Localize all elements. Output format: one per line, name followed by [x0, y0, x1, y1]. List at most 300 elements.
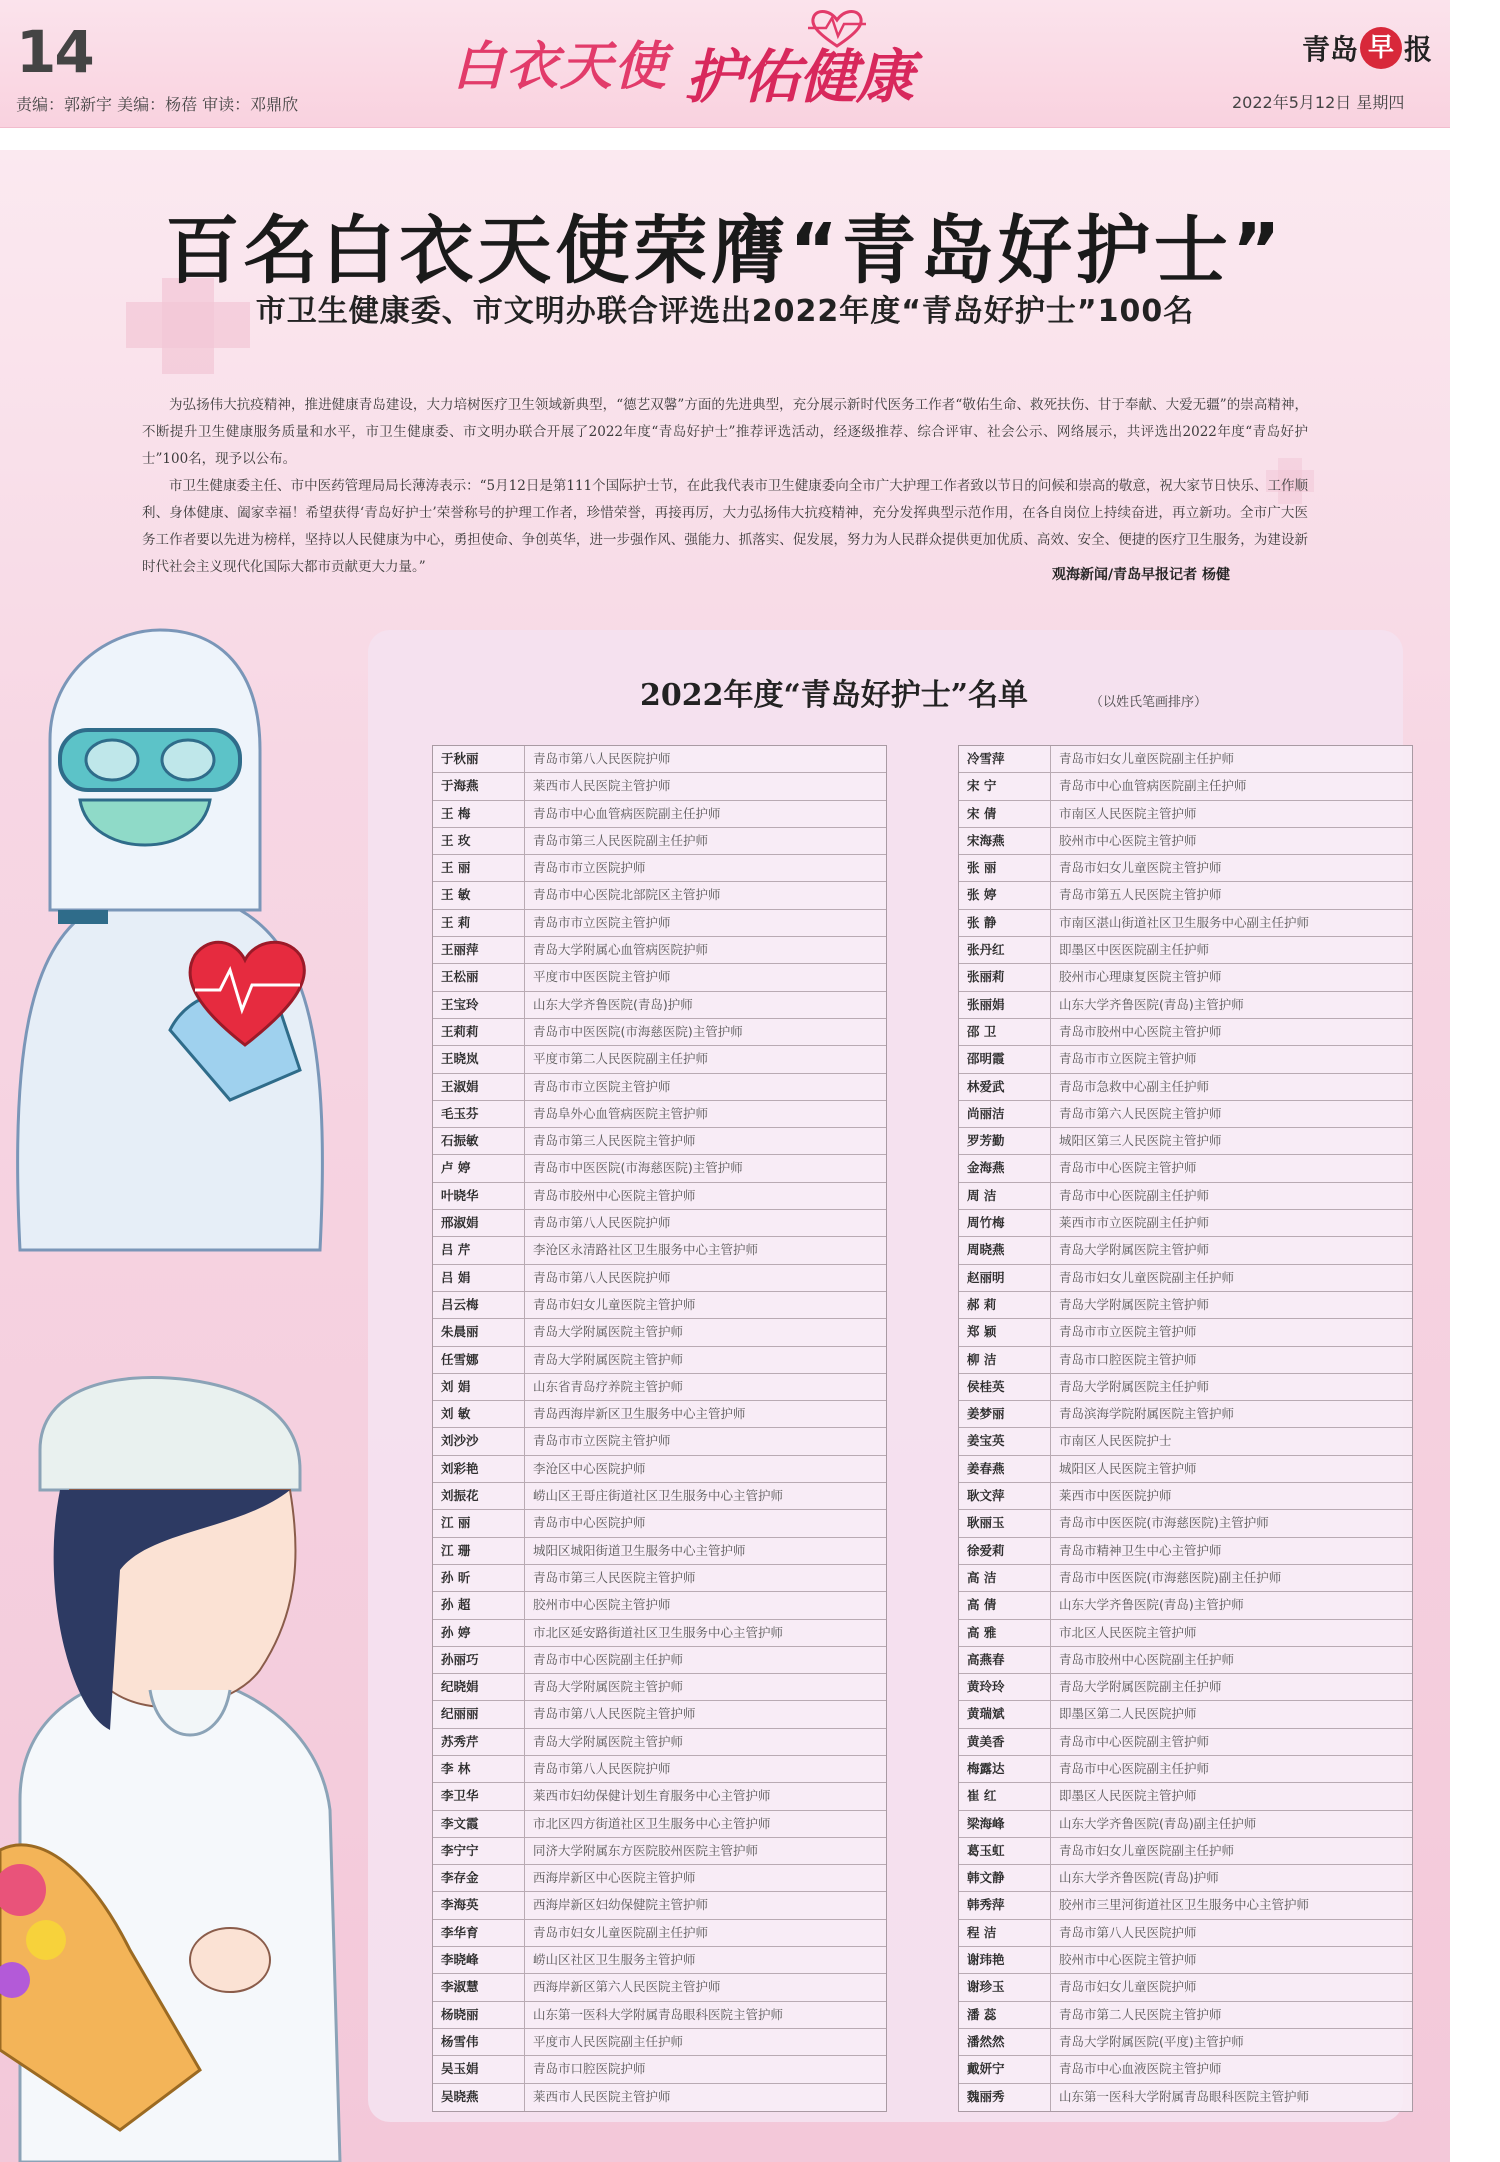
honoree-unit: 市南区人民医院护士 — [1059, 1433, 1172, 1449]
table-row — [433, 1483, 886, 1510]
table-row — [433, 1155, 886, 1182]
table-row — [433, 2056, 886, 2083]
honoree-name: 高燕春 — [959, 1647, 1051, 1673]
honoree-name: 黄瑞斌 — [959, 1701, 1051, 1727]
table-row — [959, 1538, 1412, 1565]
table-row — [433, 1456, 886, 1483]
honoree-unit: 崂山区社区卫生服务主管护师 — [533, 1952, 696, 1968]
table-row — [433, 1401, 886, 1428]
honoree-name: 林爱武 — [959, 1074, 1051, 1100]
honoree-name: 孙 超 — [433, 1592, 525, 1618]
table-row — [959, 1374, 1412, 1401]
honoree-name: 周 洁 — [959, 1183, 1051, 1209]
page-number: 14 — [16, 18, 93, 86]
honoree-unit: 青岛市第三人民医院副主任护师 — [533, 832, 709, 848]
honoree-name: 王松丽 — [433, 964, 525, 990]
honoree-name: 王淑娟 — [433, 1074, 525, 1100]
table-row — [959, 1101, 1412, 1128]
table-row — [959, 1183, 1412, 1210]
honoree-name: 王 莉 — [433, 910, 525, 936]
honoree-name: 张丹红 — [959, 937, 1051, 963]
table-row — [959, 1456, 1412, 1483]
honoree-unit: 青岛西海岸新区卫生服务中心主管护师 — [533, 1406, 746, 1422]
honoree-unit: 胶州市中心医院主管护师 — [1059, 1952, 1197, 1968]
honoree-unit: 青岛市第六人民医院主管护师 — [1059, 1105, 1222, 1121]
honoree-unit: 青岛市中心医院主管护师 — [1059, 1160, 1197, 1176]
table-row — [433, 1592, 886, 1619]
honoree-name: 王莉莉 — [433, 1019, 525, 1045]
honoree-unit: 青岛市第八人民医院主管护师 — [533, 1706, 696, 1722]
table-row — [959, 1701, 1412, 1728]
honoree-unit: 青岛市妇女儿童医院副主任护师 — [1059, 1842, 1235, 1858]
honoree-name: 张丽娟 — [959, 992, 1051, 1018]
honoree-unit: 山东第一医科大学附属青岛眼科医院主管护师 — [1059, 2088, 1310, 2104]
honoree-name: 张 静 — [959, 910, 1051, 936]
table-row — [433, 1620, 886, 1647]
table-row — [433, 1947, 886, 1974]
honoree-unit: 青岛市市立医院主管护师 — [533, 1433, 671, 1449]
table-row — [433, 1374, 886, 1401]
honoree-name: 苏秀芹 — [433, 1729, 525, 1755]
honoree-name: 王 玫 — [433, 828, 525, 854]
honoree-name: 王晓岚 — [433, 1046, 525, 1072]
table-row — [433, 1920, 886, 1947]
honoree-name: 罗芳勤 — [959, 1128, 1051, 1154]
table-row — [959, 1237, 1412, 1264]
honoree-unit: 西海岸新区中心医院主管护师 — [533, 1870, 696, 1886]
honoree-unit: 青岛大学附属医院主管护师 — [1059, 1242, 1210, 1258]
honoree-name: 郝 莉 — [959, 1292, 1051, 1318]
honoree-unit: 青岛市中心医院副主任护师 — [533, 1651, 684, 1667]
honoree-name: 姜春燕 — [959, 1456, 1051, 1482]
honoree-unit: 莱西市人民医院主管护师 — [533, 2088, 671, 2104]
honoree-unit: 崂山区王哥庄街道社区卫生服务中心主管护师 — [533, 1488, 784, 1504]
honoree-name: 纪晓娟 — [433, 1674, 525, 1700]
honoree-name: 郑 颖 — [959, 1319, 1051, 1345]
honoree-unit: 即墨区第二人民医院护师 — [1059, 1706, 1197, 1722]
honoree-name: 尚丽洁 — [959, 1101, 1051, 1127]
table-row — [433, 1046, 886, 1073]
table-row — [959, 773, 1412, 800]
honoree-unit: 青岛市妇女儿童医院副主任护师 — [533, 1924, 709, 1940]
honoree-unit: 青岛市市立医院主管护师 — [1059, 1324, 1197, 1340]
table-row — [433, 1019, 886, 1046]
banner-title-left: 白衣天使 — [452, 36, 669, 97]
table-row — [433, 1701, 886, 1728]
honoree-unit: 即墨区中医医院副主任护师 — [1059, 942, 1210, 958]
honoree-name: 吕 芹 — [433, 1237, 525, 1263]
table-row — [959, 1811, 1412, 1838]
table-row — [433, 1428, 886, 1455]
honoree-name: 李存金 — [433, 1865, 525, 1891]
table-row — [433, 1565, 886, 1592]
honoree-unit: 平度市中医医院主管护师 — [533, 969, 671, 985]
honoree-unit: 青岛市中心医院副主任护师 — [1059, 1187, 1210, 1203]
honoree-unit: 青岛大学附属医院主管护师 — [533, 1679, 684, 1695]
table-row — [959, 1046, 1412, 1073]
honoree-unit: 青岛市第八人民医院护师 — [1059, 1924, 1197, 1940]
honoree-unit: 青岛市口腔医院主管护师 — [1059, 1351, 1197, 1367]
table-row — [959, 1483, 1412, 1510]
honoree-unit: 青岛市中心医院副主任护师 — [1059, 1760, 1210, 1776]
honoree-name: 刘振花 — [433, 1483, 525, 1509]
honoree-name: 潘 蕊 — [959, 2002, 1051, 2028]
intro-article — [142, 392, 1308, 581]
honoree-unit: 青岛市第三人民医院主管护师 — [533, 1569, 696, 1585]
headline: 百名白衣天使荣膺“青岛好护士” — [165, 208, 1285, 294]
table-row — [959, 1565, 1412, 1592]
table-row — [433, 910, 886, 937]
honoree-unit: 城阳区城阳街道卫生服务中心主管护师 — [533, 1542, 746, 1558]
table-row — [959, 1428, 1412, 1455]
table-row — [959, 1947, 1412, 1974]
honoree-name: 毛玉芬 — [433, 1101, 525, 1127]
table-row — [959, 1647, 1412, 1674]
honoree-list-card — [368, 630, 1403, 2122]
honoree-name: 王丽萍 — [433, 937, 525, 963]
honoree-name: 刘沙沙 — [433, 1428, 525, 1454]
honoree-name: 吕云梅 — [433, 1292, 525, 1318]
honoree-unit: 山东大学齐鲁医院(青岛)护师 — [1059, 1870, 1219, 1886]
table-row — [433, 773, 886, 800]
subheadline: 市卫生健康委、市文明办联合评选出2022年度“青岛好护士”100名 — [255, 294, 1195, 329]
honoree-name: 耿丽玉 — [959, 1510, 1051, 1536]
honoree-name: 黄美香 — [959, 1729, 1051, 1755]
honoree-unit: 西海岸新区妇幼保健院主管护师 — [533, 1897, 709, 1913]
honoree-name: 赵丽明 — [959, 1265, 1051, 1291]
table-row — [433, 1783, 886, 1810]
logo-text-right: 报 — [1404, 33, 1433, 66]
honoree-unit: 山东大学齐鲁医院(青岛)主管护师 — [1059, 996, 1244, 1012]
table-row — [433, 1974, 886, 2001]
honoree-name: 高 倩 — [959, 1592, 1051, 1618]
honoree-unit: 青岛市中医医院(市海慈医院)副主任护师 — [1059, 1569, 1282, 1585]
honoree-unit: 青岛市市立医院主管护师 — [533, 914, 671, 930]
honoree-unit: 青岛市胶州中心医院主管护师 — [1059, 1023, 1222, 1039]
honoree-unit: 平度市第二人民医院副主任护师 — [533, 1051, 709, 1067]
honoree-unit: 胶州市心理康复医院主管护师 — [1059, 969, 1222, 985]
honoree-name: 金海燕 — [959, 1155, 1051, 1181]
honoree-name: 宋 倩 — [959, 801, 1051, 827]
table-row — [959, 1510, 1412, 1537]
honoree-unit: 青岛市第八人民医院护师 — [533, 1760, 671, 1776]
honoree-unit: 即墨区人民医院主管护师 — [1059, 1788, 1197, 1804]
honoree-name: 邵明霞 — [959, 1046, 1051, 1072]
honoree-name: 杨晓丽 — [433, 2002, 525, 2028]
table-row — [959, 1756, 1412, 1783]
honoree-name: 张 丽 — [959, 855, 1051, 881]
page-header — [0, 0, 1450, 128]
honoree-name: 宋海燕 — [959, 828, 1051, 854]
honoree-name: 潘然然 — [959, 2029, 1051, 2055]
honoree-unit: 青岛市第二人民医院主管护师 — [1059, 2006, 1222, 2022]
honoree-name: 孙 婷 — [433, 1620, 525, 1646]
table-row — [959, 2084, 1412, 2111]
honoree-name: 王 丽 — [433, 855, 525, 881]
table-row — [433, 1647, 886, 1674]
table-row — [959, 1974, 1412, 2001]
table-row — [433, 964, 886, 991]
table-row — [433, 2002, 886, 2029]
table-row — [433, 2029, 886, 2056]
honoree-name: 李 林 — [433, 1756, 525, 1782]
honoree-name: 纪丽丽 — [433, 1701, 525, 1727]
honoree-unit: 李沧区中心医院护师 — [533, 1460, 646, 1476]
honoree-unit: 青岛市急救中心副主任护师 — [1059, 1078, 1210, 1094]
table-row — [433, 1347, 886, 1374]
table-row — [959, 1674, 1412, 1701]
honoree-name: 李宁宁 — [433, 1838, 525, 1864]
table-row — [959, 855, 1412, 882]
honoree-name: 梁海峰 — [959, 1811, 1051, 1837]
table-row — [959, 1620, 1412, 1647]
honoree-unit: 青岛市妇女儿童医院护师 — [1059, 1979, 1197, 1995]
honoree-name: 于海燕 — [433, 773, 525, 799]
honoree-name: 吴玉娟 — [433, 2056, 525, 2082]
table-row — [433, 828, 886, 855]
table-row — [959, 801, 1412, 828]
newspaper-logo — [1302, 22, 1432, 74]
honoree-name: 李晓峰 — [433, 1947, 525, 1973]
honoree-unit: 山东大学齐鲁医院(青岛)护师 — [533, 996, 693, 1012]
honoree-unit: 市南区湛山街道社区卫生服务中心副主任护师 — [1059, 914, 1310, 930]
logo-seal: 早 — [1360, 27, 1402, 69]
honoree-name: 张 婷 — [959, 882, 1051, 908]
table-row — [433, 1865, 886, 1892]
honoree-unit: 青岛阜外心血管病医院主管护师 — [533, 1105, 709, 1121]
honoree-name: 任雪娜 — [433, 1347, 525, 1373]
honoree-unit: 山东大学齐鲁医院(青岛)副主任护师 — [1059, 1815, 1257, 1831]
honoree-unit: 李沧区永清路社区卫生服务中心主管护师 — [533, 1242, 759, 1258]
honoree-unit: 青岛市第八人民医院护师 — [533, 1269, 671, 1285]
honoree-unit: 市北区人民医院主管护师 — [1059, 1624, 1197, 1640]
honoree-unit: 青岛市中心血液医院主管护师 — [1059, 2061, 1222, 2077]
table-row — [959, 1319, 1412, 1346]
honoree-unit: 青岛市中心血管病医院副主任护师 — [533, 805, 721, 821]
table-row — [959, 1892, 1412, 1919]
honoree-unit: 青岛市妇女儿童医院副主任护师 — [1059, 1269, 1235, 1285]
table-row — [959, 1347, 1412, 1374]
table-row — [433, 1265, 886, 1292]
honoree-unit: 青岛市精神卫生中心主管护师 — [1059, 1542, 1222, 1558]
honoree-name: 刘 敏 — [433, 1401, 525, 1427]
honoree-name: 江 丽 — [433, 1510, 525, 1536]
honoree-name: 周晓燕 — [959, 1237, 1051, 1263]
honoree-unit: 青岛市胶州中心医院主管护师 — [533, 1187, 696, 1203]
honoree-unit: 青岛大学附属医院主管护师 — [1059, 1296, 1210, 1312]
banner-title-right: 护佑健康 — [685, 43, 914, 111]
honoree-unit: 胶州市三里河街道社区卫生服务中心主管护师 — [1059, 1897, 1310, 1913]
honoree-unit: 城阳区第三人民医院主管护师 — [1059, 1133, 1222, 1149]
honoree-name: 高 洁 — [959, 1565, 1051, 1591]
table-row — [959, 1783, 1412, 1810]
honoree-unit: 青岛市口腔医院护师 — [533, 2061, 646, 2077]
table-row — [433, 1237, 886, 1264]
honoree-unit: 青岛大学附属医院主管护师 — [533, 1733, 684, 1749]
byline: 观海新闻/青岛早报记者 杨健 — [1052, 567, 1230, 583]
honoree-name: 王宝玲 — [433, 992, 525, 1018]
honoree-unit: 青岛市中医医院(市海慈医院)主管护师 — [1059, 1515, 1269, 1531]
honoree-unit: 青岛大学附属医院副主任护师 — [1059, 1679, 1222, 1695]
heart-icon — [806, 6, 868, 50]
honoree-name: 叶晓华 — [433, 1183, 525, 1209]
honoree-name: 戴妍宁 — [959, 2056, 1051, 2082]
honoree-unit: 青岛市市立医院主管护师 — [1059, 1051, 1197, 1067]
honoree-name: 刘 娟 — [433, 1374, 525, 1400]
table-row — [433, 1210, 886, 1237]
intro-paragraph: 市卫生健康委主任、市中医药管理局局长薄涛表示：“5月12日是第111个国际护士节，在此我代表市卫生健康委向全市广大护理工作者致以节日的问候和崇高的敬意，祝大家节日快乐、工作顺利、身体健康、阖家幸福！希望获得‘青岛好护士’荣誉称号的护理工作者，珍惜荣誉，再接再厉，大力弘扬伟大抗疫精神，充分发挥典型示范作用，在各自岗位上持续奋进，再立新功。全市广大医务工作者要以先进为榜样，坚持以人民健康为中心，勇担使命、争创英华，进一步强作风、强能力、抓落实、促发展，努力为人民群众提供更加优质、高效、安全、便捷的医疗卫生服务，为建设新时代社会主义现代化国际大都市贡献更大力量。” — [142, 478, 1308, 575]
honoree-unit: 青岛大学附属医院(平度)主管护师 — [1059, 2033, 1244, 2049]
honoree-unit: 青岛市第八人民医院护师 — [533, 1215, 671, 1231]
honoree-unit: 市北区四方街道社区卫生服务中心主管护师 — [533, 1815, 771, 1831]
list-title: 2022年度“青岛好护士”名单 — [640, 678, 1029, 713]
feature-panel — [0, 150, 1450, 2162]
table-row — [959, 2056, 1412, 2083]
table-row — [959, 1292, 1412, 1319]
honoree-unit: 青岛大学附属医院主任护师 — [1059, 1378, 1210, 1394]
honoree-name: 邵 卫 — [959, 1019, 1051, 1045]
honoree-unit: 莱西市人民医院主管护师 — [533, 778, 671, 794]
honoree-name: 李文霞 — [433, 1811, 525, 1837]
table-row — [959, 1155, 1412, 1182]
honoree-name: 吴晓燕 — [433, 2084, 525, 2111]
honoree-name: 张丽莉 — [959, 964, 1051, 990]
honoree-name: 吕 娟 — [433, 1265, 525, 1291]
honoree-name: 于秋丽 — [433, 746, 525, 772]
honoree-unit: 青岛大学附属医院主管护师 — [533, 1324, 684, 1340]
honoree-unit: 青岛市市立医院护师 — [533, 860, 646, 876]
honoree-name: 韩文静 — [959, 1865, 1051, 1891]
table-row — [433, 1510, 886, 1537]
issue-date: 2022年5月12日 星期四 — [1232, 93, 1405, 112]
honoree-name: 梅露达 — [959, 1756, 1051, 1782]
honoree-unit: 莱西市妇幼保健计划生育服务中心主管护师 — [533, 1788, 771, 1804]
table-row — [433, 1319, 886, 1346]
honoree-name: 王 敏 — [433, 882, 525, 908]
honoree-unit: 城阳区人民医院主管护师 — [1059, 1460, 1197, 1476]
table-row — [433, 2084, 886, 2111]
honoree-unit: 山东省青岛疗养院主管护师 — [533, 1378, 684, 1394]
honoree-unit: 青岛市妇女儿童医院主管护师 — [533, 1296, 696, 1312]
honoree-unit: 莱西市市立医院副主任护师 — [1059, 1215, 1210, 1231]
honoree-name: 姜梦丽 — [959, 1401, 1051, 1427]
honoree-unit: 青岛市中医医院(市海慈医院)主管护师 — [533, 1160, 743, 1176]
table-row — [959, 1865, 1412, 1892]
honoree-name: 卢 婷 — [433, 1155, 525, 1181]
honoree-name: 柳 洁 — [959, 1347, 1051, 1373]
table-row — [433, 1538, 886, 1565]
honoree-unit: 青岛滨海学院附属医院主管护师 — [1059, 1406, 1235, 1422]
table-row — [959, 746, 1412, 773]
honoree-name: 石振敏 — [433, 1128, 525, 1154]
intro-paragraph: 为弘扬伟大抗疫精神，推进健康青岛建设，大力培树医疗卫生领域新典型，“德艺双馨”方面的先进典型，充分展示新时代医务工作者“敬佑生命、救死扶伤、甘于奉献、大爱无疆”的崇高精神，不断提升卫生健康服务质量和水平，市卫生健康委、市文明办联合开展了2022年度“青岛好护士”推荐评选活动，经逐级推荐、综合评审、社会公示、网络展示，共评选出2022年度“青岛好护士”100名，现予以公布。 — [142, 397, 1308, 467]
table-row — [433, 1892, 886, 1919]
honoree-unit: 青岛市中医医院(市海慈医院)主管护师 — [533, 1023, 743, 1039]
honoree-unit: 莱西市中医医院护师 — [1059, 1488, 1172, 1504]
honoree-unit: 平度市人民医院副主任护师 — [533, 2033, 684, 2049]
table-row — [959, 828, 1412, 855]
table-row — [959, 1074, 1412, 1101]
honoree-name: 谢玮艳 — [959, 1947, 1051, 1973]
table-row — [433, 937, 886, 964]
table-row — [433, 1292, 886, 1319]
honoree-name: 侯桂英 — [959, 1374, 1051, 1400]
honoree-name: 耿文萍 — [959, 1483, 1051, 1509]
table-row — [959, 882, 1412, 909]
honoree-name: 葛玉虹 — [959, 1838, 1051, 1864]
honoree-unit: 青岛市第八人民医院护师 — [533, 751, 671, 766]
table-row — [433, 882, 886, 909]
table-row — [433, 1101, 886, 1128]
honoree-unit: 青岛市妇女儿童医院主管护师 — [1059, 860, 1222, 876]
honoree-unit: 胶州市中心医院主管护师 — [533, 1597, 671, 1613]
honoree-name: 高 雅 — [959, 1620, 1051, 1646]
honoree-name: 韩秀萍 — [959, 1892, 1051, 1918]
table-row — [959, 1729, 1412, 1756]
logo-text-left: 青岛 — [1302, 33, 1359, 66]
honoree-unit: 山东第一医科大学附属青岛眼科医院主管护师 — [533, 2006, 784, 2022]
honoree-unit: 胶州市中心医院主管护师 — [1059, 832, 1197, 848]
editor-credits: 责编：郭新宇 美编：杨蓓 审读：邓鼎欣 — [16, 95, 299, 114]
honoree-unit: 青岛市中心血管病医院副主任护师 — [1059, 778, 1247, 794]
honoree-unit: 青岛市市立医院主管护师 — [533, 1078, 671, 1094]
honoree-unit: 市北区延安路街道社区卫生服务中心主管护师 — [533, 1624, 784, 1640]
honoree-name: 李华育 — [433, 1920, 525, 1946]
table-row — [433, 855, 886, 882]
table-row — [959, 2002, 1412, 2029]
table-row — [959, 1019, 1412, 1046]
table-row — [959, 1920, 1412, 1947]
table-row — [959, 937, 1412, 964]
honoree-unit: 同济大学附属东方医院胶州医院主管护师 — [533, 1842, 759, 1858]
honoree-name: 刘彩艳 — [433, 1456, 525, 1482]
table-row — [433, 1811, 886, 1838]
honoree-name: 李淑慧 — [433, 1974, 525, 2000]
list-sort-note: （以姓氏笔画排序） — [1090, 695, 1208, 710]
honoree-unit: 青岛大学附属医院主管护师 — [533, 1351, 684, 1367]
honoree-name: 孙丽巧 — [433, 1647, 525, 1673]
honoree-name: 崔 红 — [959, 1783, 1051, 1809]
honoree-name: 谢珍玉 — [959, 1974, 1051, 2000]
honoree-name: 李海英 — [433, 1892, 525, 1918]
table-row — [433, 1838, 886, 1865]
honoree-unit: 青岛大学附属心血管病医院护师 — [533, 942, 709, 958]
honoree-name: 魏丽秀 — [959, 2084, 1051, 2111]
table-row — [433, 1729, 886, 1756]
honoree-name: 黄玲玲 — [959, 1674, 1051, 1700]
table-row — [959, 1592, 1412, 1619]
honoree-table-left — [432, 745, 887, 2112]
honoree-unit: 青岛市妇女儿童医院副主任护师 — [1059, 751, 1235, 766]
honoree-unit: 青岛市胶州中心医院副主任护师 — [1059, 1651, 1235, 1667]
honoree-unit: 青岛市中心医院护师 — [533, 1515, 646, 1531]
honoree-table-right — [958, 745, 1413, 2112]
honoree-unit: 青岛市第五人民医院主管护师 — [1059, 887, 1222, 903]
honoree-name: 周竹梅 — [959, 1210, 1051, 1236]
honoree-unit: 青岛市中心医院北部院区主管护师 — [533, 887, 721, 903]
honoree-name: 徐爱莉 — [959, 1538, 1051, 1564]
honoree-unit: 市南区人民医院主管护师 — [1059, 805, 1197, 821]
table-row — [433, 1756, 886, 1783]
table-row — [959, 964, 1412, 991]
table-row — [959, 910, 1412, 937]
honoree-name: 姜宝英 — [959, 1428, 1051, 1454]
table-row — [959, 1265, 1412, 1292]
honoree-name: 程 洁 — [959, 1920, 1051, 1946]
table-row — [433, 1674, 886, 1701]
table-row — [959, 2029, 1412, 2056]
table-row — [959, 1401, 1412, 1428]
